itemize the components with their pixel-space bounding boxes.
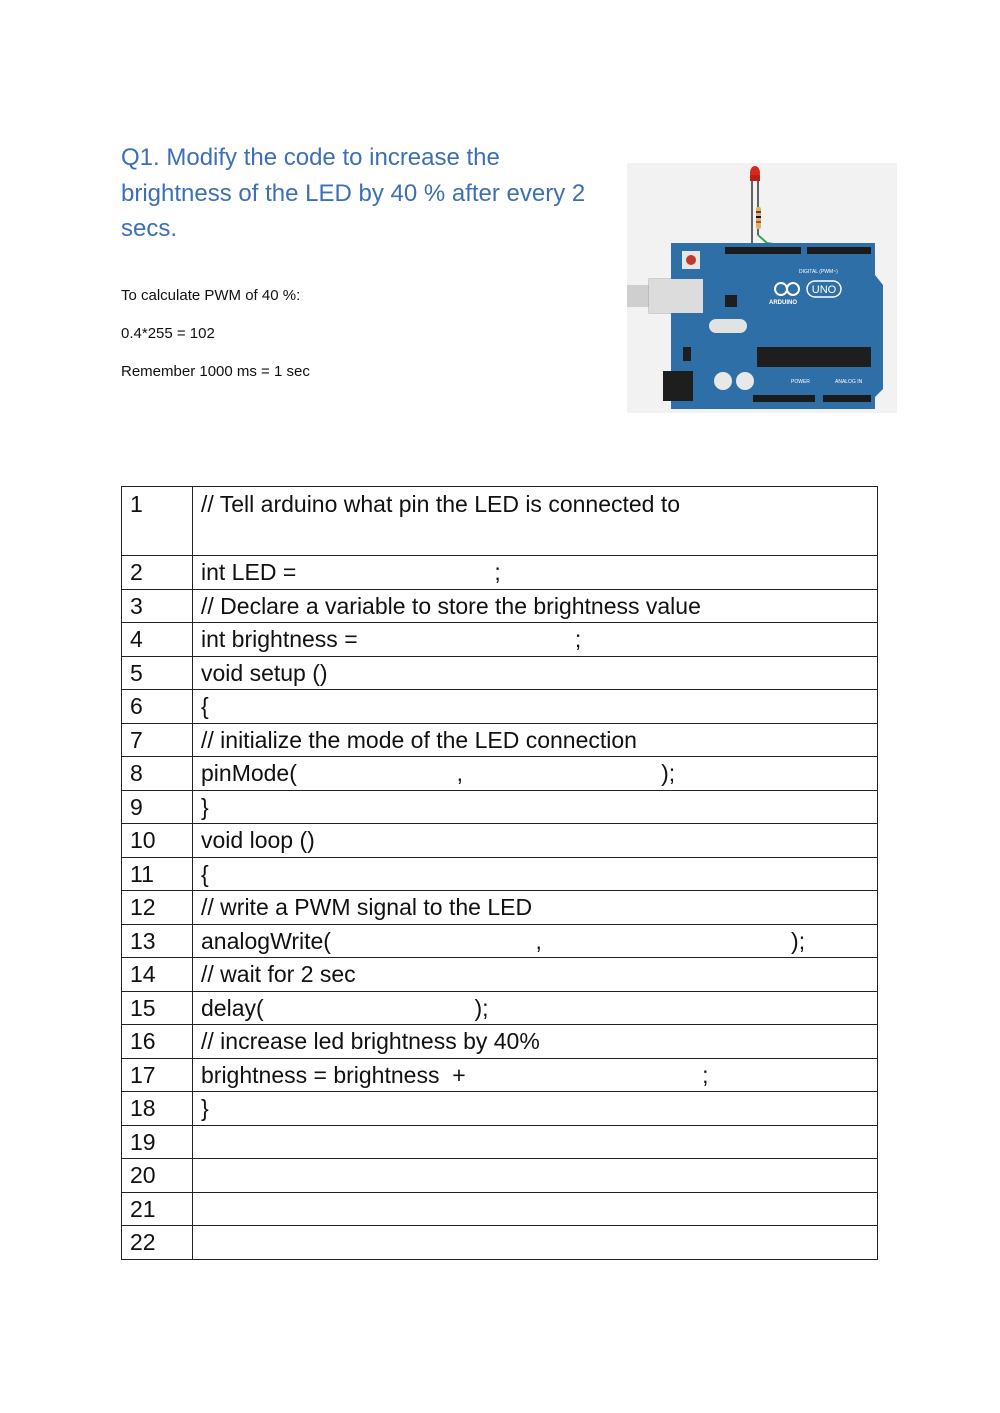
line-number: 17 <box>122 1058 193 1092</box>
code-line: // wait for 2 sec <box>193 958 878 992</box>
line-number: 10 <box>122 824 193 858</box>
line-number: 3 <box>122 589 193 623</box>
line-number: 12 <box>122 891 193 925</box>
code-line: pinMode( , ); <box>193 757 878 791</box>
table-row <box>122 1125 878 1159</box>
code-line: delay( ); <box>193 991 878 1025</box>
table-row <box>122 924 878 958</box>
line-number: 14 <box>122 958 193 992</box>
code-line: // initialize the mode of the LED connection <box>193 723 878 757</box>
table-row <box>122 824 878 858</box>
table-row <box>122 958 878 992</box>
code-line <box>193 1159 878 1193</box>
line-number: 20 <box>122 1159 193 1193</box>
code-table <box>121 486 878 1260</box>
uno-label: UNO <box>811 284 837 296</box>
line-number: 5 <box>122 656 193 690</box>
code-line <box>193 1226 878 1260</box>
table-row <box>122 857 878 891</box>
table-row <box>122 1092 878 1126</box>
table-row <box>122 656 878 690</box>
line-number: 6 <box>122 690 193 724</box>
code-line: brightness = brightness + ; <box>193 1058 878 1092</box>
code-line <box>193 1125 878 1159</box>
code-line: { <box>193 690 878 724</box>
code-line: // Declare a variable to store the brightness value <box>193 589 878 623</box>
code-line <box>193 1192 878 1226</box>
line-number: 13 <box>122 924 193 958</box>
line-number: 8 <box>122 757 193 791</box>
line-number: 1 <box>122 487 193 556</box>
code-line: // increase led brightness by 40% <box>193 1025 878 1059</box>
line-number: 4 <box>122 623 193 657</box>
arduino-label: ARDUINO <box>769 300 797 306</box>
line-number: 21 <box>122 1192 193 1226</box>
code-line: { <box>193 857 878 891</box>
line-number: 22 <box>122 1226 193 1260</box>
line-number: 2 <box>122 556 193 590</box>
code-line: } <box>193 790 878 824</box>
table-row <box>122 723 878 757</box>
table-row <box>122 556 878 590</box>
line-number: 15 <box>122 991 193 1025</box>
power-label: POWER <box>791 379 810 385</box>
table-row <box>122 1159 878 1193</box>
code-line: // write a PWM signal to the LED <box>193 891 878 925</box>
code-line: void setup () <box>193 656 878 690</box>
table-row <box>122 1192 878 1226</box>
code-line: analogWrite( , ); <box>193 924 878 958</box>
line-number: 16 <box>122 1025 193 1059</box>
table-row <box>122 589 878 623</box>
analog-label: ANALOG IN <box>835 379 863 385</box>
line-number: 19 <box>122 1125 193 1159</box>
question-title: Q1. Modify the code to increase the brightness of the LED by 40 % after every 2 secs. <box>121 144 586 242</box>
arduino-board-image <box>627 163 897 413</box>
code-line: void loop () <box>193 824 878 858</box>
table-row <box>122 991 878 1025</box>
table-row <box>122 1025 878 1059</box>
table-row <box>122 623 878 657</box>
line-number: 7 <box>122 723 193 757</box>
pwm-calculation: 0.4*255 = 102 <box>121 325 215 342</box>
digital-label: DIGITAL (PWM~) <box>799 269 838 275</box>
code-line: int brightness = ; <box>193 623 878 657</box>
code-line: // Tell arduino what pin the LED is connected to <box>193 487 878 556</box>
time-reminder: Remember 1000 ms = 1 sec <box>121 363 310 380</box>
table-row <box>122 690 878 724</box>
code-line: } <box>193 1092 878 1126</box>
table-row <box>122 790 878 824</box>
table-row <box>122 487 878 556</box>
table-row <box>122 891 878 925</box>
table-row <box>122 1058 878 1092</box>
table-row <box>122 757 878 791</box>
line-number: 9 <box>122 790 193 824</box>
code-line: int LED = ; <box>193 556 878 590</box>
line-number: 11 <box>122 857 193 891</box>
table-row <box>122 1226 878 1260</box>
pwm-note-heading: To calculate PWM of 40 %: <box>121 287 301 304</box>
line-number: 18 <box>122 1092 193 1126</box>
